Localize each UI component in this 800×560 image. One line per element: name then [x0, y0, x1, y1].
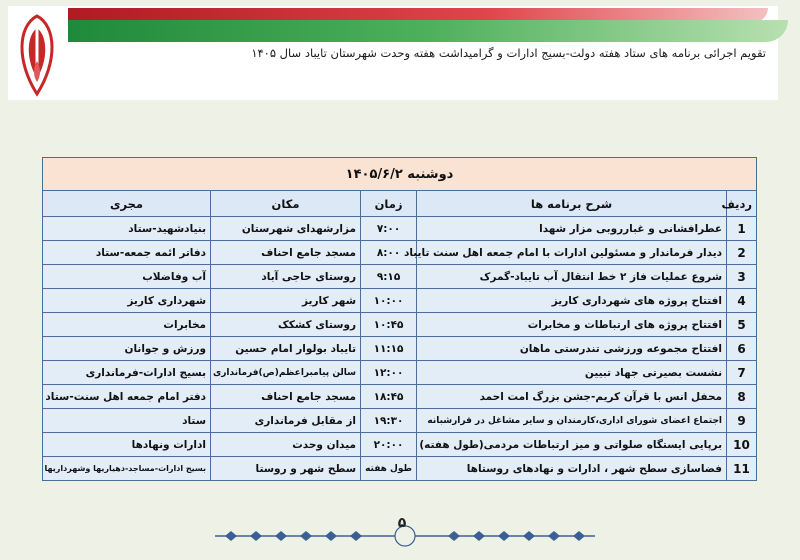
row-place: روستای حاجی آباد: [211, 265, 361, 289]
row-executor: دفتر امام جمعه اهل سنت-ستاد: [43, 385, 211, 409]
col-header-executor: مجری: [43, 191, 211, 217]
row-description: محفل انس با قرآن کریم-جشن بزرگ امت احمد: [417, 385, 727, 409]
row-time: ۱۱:۱۵: [361, 337, 417, 361]
row-place: میدان وحدت: [211, 433, 361, 457]
green-stripe: [68, 20, 788, 42]
page-title: تقویم اجرائی برنامه های ستاد هفته دولت-بسیج ادارات و گرامیداشت هفته وحدت شهرستان تایباد سال ۱۴۰۵: [251, 46, 766, 60]
row-time: ۹:۱۵: [361, 265, 417, 289]
row-description: فضاسازی سطح شهر ، ادارات و نهادهای روستاها: [417, 457, 727, 481]
table-row: [43, 265, 757, 289]
col-header-time: زمان: [361, 191, 417, 217]
row-index: 9: [727, 409, 757, 433]
table-date: دوشنبه ۱۴۰۵/۶/۲: [43, 158, 757, 191]
table-row: [43, 457, 757, 481]
row-executor: ورزش و جوانان: [43, 337, 211, 361]
col-header-description: شرح برنامه ها: [417, 191, 727, 217]
row-place: مسجد جامع احناف: [211, 385, 361, 409]
row-index: 4: [727, 289, 757, 313]
row-executor: آب وفاضلاب: [43, 265, 211, 289]
row-index: 6: [727, 337, 757, 361]
row-index: 3: [727, 265, 757, 289]
row-time: ۲۰:۰۰: [361, 433, 417, 457]
table-row: [43, 361, 757, 385]
row-executor: بنیادشهید-ستاد: [43, 217, 211, 241]
table-row: [43, 385, 757, 409]
row-executor: ستاد: [43, 409, 211, 433]
row-time: ۱۸:۴۵: [361, 385, 417, 409]
table-row: [43, 241, 757, 265]
row-place: تایباد بولوار امام حسین: [211, 337, 361, 361]
row-place: روستای کشکک: [211, 313, 361, 337]
page-number: ۵: [397, 515, 407, 531]
row-time: ۷:۰۰: [361, 217, 417, 241]
row-index: 11: [727, 457, 757, 481]
col-header-index: ردیف: [727, 191, 757, 217]
row-time: ۱۹:۳۰: [361, 409, 417, 433]
row-description: عطرافشانی و غبارروبی مزار شهدا: [417, 217, 727, 241]
row-description: دیدار فرماندار و مسئولین ادارات با امام جمعه اهل سنت تایباد: [417, 241, 727, 265]
row-executor: بسیج ادارات-فرمانداری: [43, 361, 211, 385]
table-header-row: [43, 191, 757, 217]
row-executor: مخابرات: [43, 313, 211, 337]
row-executor: بسیج ادارات-مساجد-دهیاریها وشهرداریها: [43, 457, 211, 481]
page-header: [8, 6, 778, 100]
table-row: [43, 337, 757, 361]
table-row: [43, 313, 757, 337]
row-place: سطح شهر و روستا: [211, 457, 361, 481]
row-place: شهر کاریز: [211, 289, 361, 313]
row-time: ۱۲:۰۰: [361, 361, 417, 385]
table-row: [43, 433, 757, 457]
col-header-place: مکان: [211, 191, 361, 217]
row-place: از مقابل فرمانداری: [211, 409, 361, 433]
row-index: 7: [727, 361, 757, 385]
tulip-emblem-icon: [8, 6, 66, 100]
row-time: ۱۰:۴۵: [361, 313, 417, 337]
row-index: 2: [727, 241, 757, 265]
table-row: [43, 217, 757, 241]
row-time: طول هفته: [361, 457, 417, 481]
row-executor: دفاتر ائمه جمعه-ستاد: [43, 241, 211, 265]
row-description: افتتاح مجموعه ورزشی تندرستی ماهان: [417, 337, 727, 361]
date-row: [43, 158, 757, 191]
row-index: 5: [727, 313, 757, 337]
row-time: ۸:۰۰: [361, 241, 417, 265]
row-description: اجتماع اعضای شورای اداری،کارمندان و سایر مشاغل در قرارشبانه: [417, 409, 727, 433]
row-description: افتتاح پروژه های شهرداری کاریز: [417, 289, 727, 313]
row-place: سالن پیامبراعظم(ص)فرمانداری: [211, 361, 361, 385]
table-row: [43, 289, 757, 313]
row-place: مسجد جامع احناف: [211, 241, 361, 265]
row-index: 1: [727, 217, 757, 241]
row-index: 8: [727, 385, 757, 409]
row-executor: شهرداری کاریز: [43, 289, 211, 313]
row-executor: ادارات ونهادها: [43, 433, 211, 457]
row-index: 10: [727, 433, 757, 457]
row-description: افتتاح پروژه های ارتباطات و مخابرات: [417, 313, 727, 337]
program-table: [42, 157, 756, 481]
row-time: ۱۰:۰۰: [361, 289, 417, 313]
row-description: شروع عملیات فاز ۲ خط انتقال آب تایباد-گمرک: [417, 265, 727, 289]
row-place: مزارشهدای شهرستان: [211, 217, 361, 241]
row-description: برپایی ایستگاه صلواتی و میز ارتباطات مردمی(طول هفته): [417, 433, 727, 457]
table-row: [43, 409, 757, 433]
row-description: نشست بصیرتی جهاد تبیین: [417, 361, 727, 385]
